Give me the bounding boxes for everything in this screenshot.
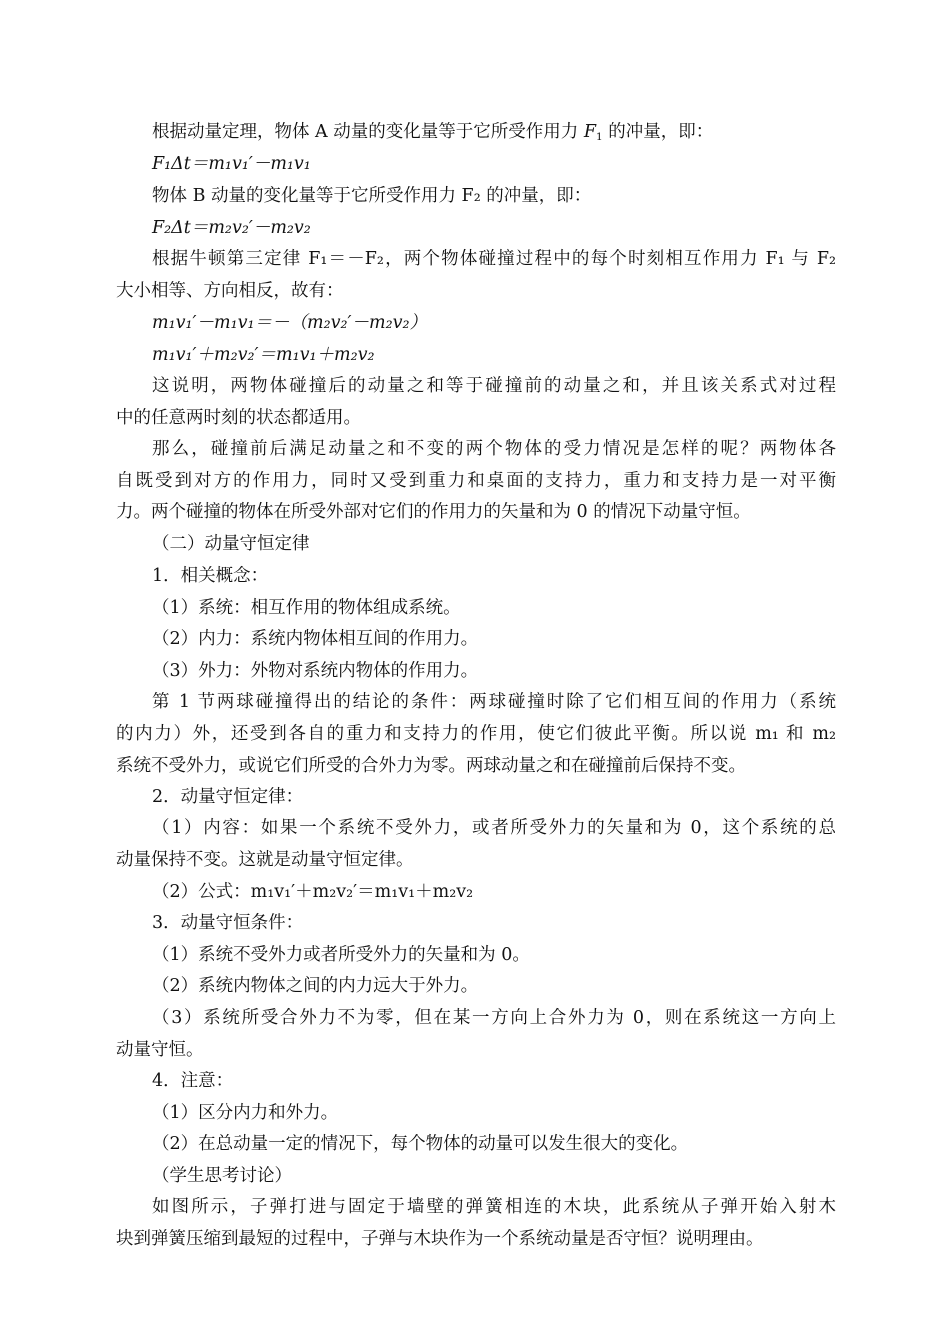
list-item: （2）系统内物体之间的内力远大于外力。	[152, 976, 479, 996]
para-line-20: 的内力）外，还受到各自的重力和支持力的作用，使它们彼此平衡。所以说 m₁ 和 m₂	[116, 724, 836, 744]
para-line-5: 根据牛顿第三定律 F₁＝－F₂，两个物体碰撞过程中的每个时刻相互作用力 F₁ 与 F₂	[152, 249, 836, 269]
para-line-13: 力。两个碰撞的物体在所受外部对它们的作用力的矢量和为 0 的情况下动量守恒。	[116, 502, 751, 522]
list-item: （1）区分内力和外力。	[152, 1103, 339, 1123]
discussion-heading: （学生思考讨论）	[152, 1166, 292, 1186]
para-line-21: 系统不受外力，或说它们所受的合外力为零。两球动量之和在碰撞前后保持不变。	[116, 756, 746, 776]
list-item-cont: 动量守恒。	[116, 1040, 204, 1060]
para-line-1: 根据动量定理，物体 A 动量的变化量等于它所受作用力 $F_1$ 的冲量，即：	[152, 122, 714, 143]
para-line-19: 第 1 节两球碰撞得出的结论的条件：两球碰撞时除了它们相互间的作用力（系统	[152, 692, 836, 712]
list-item: （2）公式：m₁v₁′＋m₂v₂′＝m₁v₁＋m₂v₂	[152, 882, 474, 902]
section-heading: （二）动量守恒定律	[152, 534, 310, 554]
list-item-cont: 动量保持不变。这就是动量守恒定律。	[116, 850, 414, 870]
list-item: （2）内力：系统内物体相互间的作用力。	[152, 629, 479, 649]
list-item: （1）系统不受外力或者所受外力的矢量和为 0。	[152, 945, 530, 965]
equation-3: m₁v₁′－m₁v₁＝－（m₂v₂′－m₂v₂）	[152, 313, 427, 333]
equation-1: F₁Δt＝m₁v₁′－m₁v₁	[152, 154, 311, 174]
list-item: （1）内容：如果一个系统不受外力，或者所受外力的矢量和为 0，这个系统的总	[152, 818, 836, 838]
list-heading-2: 2．动量守恒定律：	[152, 787, 304, 807]
list-item: （3）外力：外物对系统内物体的作用力。	[152, 661, 479, 681]
para-line-6: 大小相等、方向相反，故有：	[116, 281, 344, 301]
list-heading-3: 3．动量守恒条件：	[152, 913, 304, 933]
list-heading-4: 4．注意：	[152, 1071, 234, 1091]
equation-2: F₂Δt＝m₂v₂′－m₂v₂	[152, 218, 311, 238]
equation-4: m₁v₁′＋m₂v₂′＝m₁v₁＋m₂v₂	[152, 345, 375, 365]
list-heading-1: 1．相关概念：	[152, 566, 269, 586]
para-line-35: 如图所示，子弹打进与固定于墙壁的弹簧相连的木块，此系统从子弹开始入射木	[152, 1197, 836, 1217]
list-item: （2）在总动量一定的情况下，每个物体的动量可以发生很大的变化。	[152, 1134, 689, 1154]
para-line-11: 那么，碰撞前后满足动量之和不变的两个物体的受力情况是怎样的呢？两物体各	[152, 439, 836, 459]
para-line-3: 物体 B 动量的变化量等于它所受作用力 F₂ 的冲量，即：	[152, 186, 592, 206]
para-line-9: 这说明，两物体碰撞后的动量之和等于碰撞前的动量之和，并且该关系式对过程	[152, 376, 836, 396]
list-item: （3）系统所受合外力不为零，但在某一方向上合外力为 0，则在系统这一方向上	[152, 1008, 836, 1028]
para-line-10: 中的任意两时刻的状态都适用。	[116, 408, 361, 428]
para-line-36: 块到弹簧压缩到最短的过程中，子弹与木块作为一个系统动量是否守恒？说明理由。	[116, 1229, 764, 1249]
list-item: （1）系统：相互作用的物体组成系统。	[152, 598, 461, 618]
para-line-12: 自既受到对方的作用力，同时又受到重力和桌面的支持力，重力和支持力是一对平衡	[116, 471, 836, 491]
